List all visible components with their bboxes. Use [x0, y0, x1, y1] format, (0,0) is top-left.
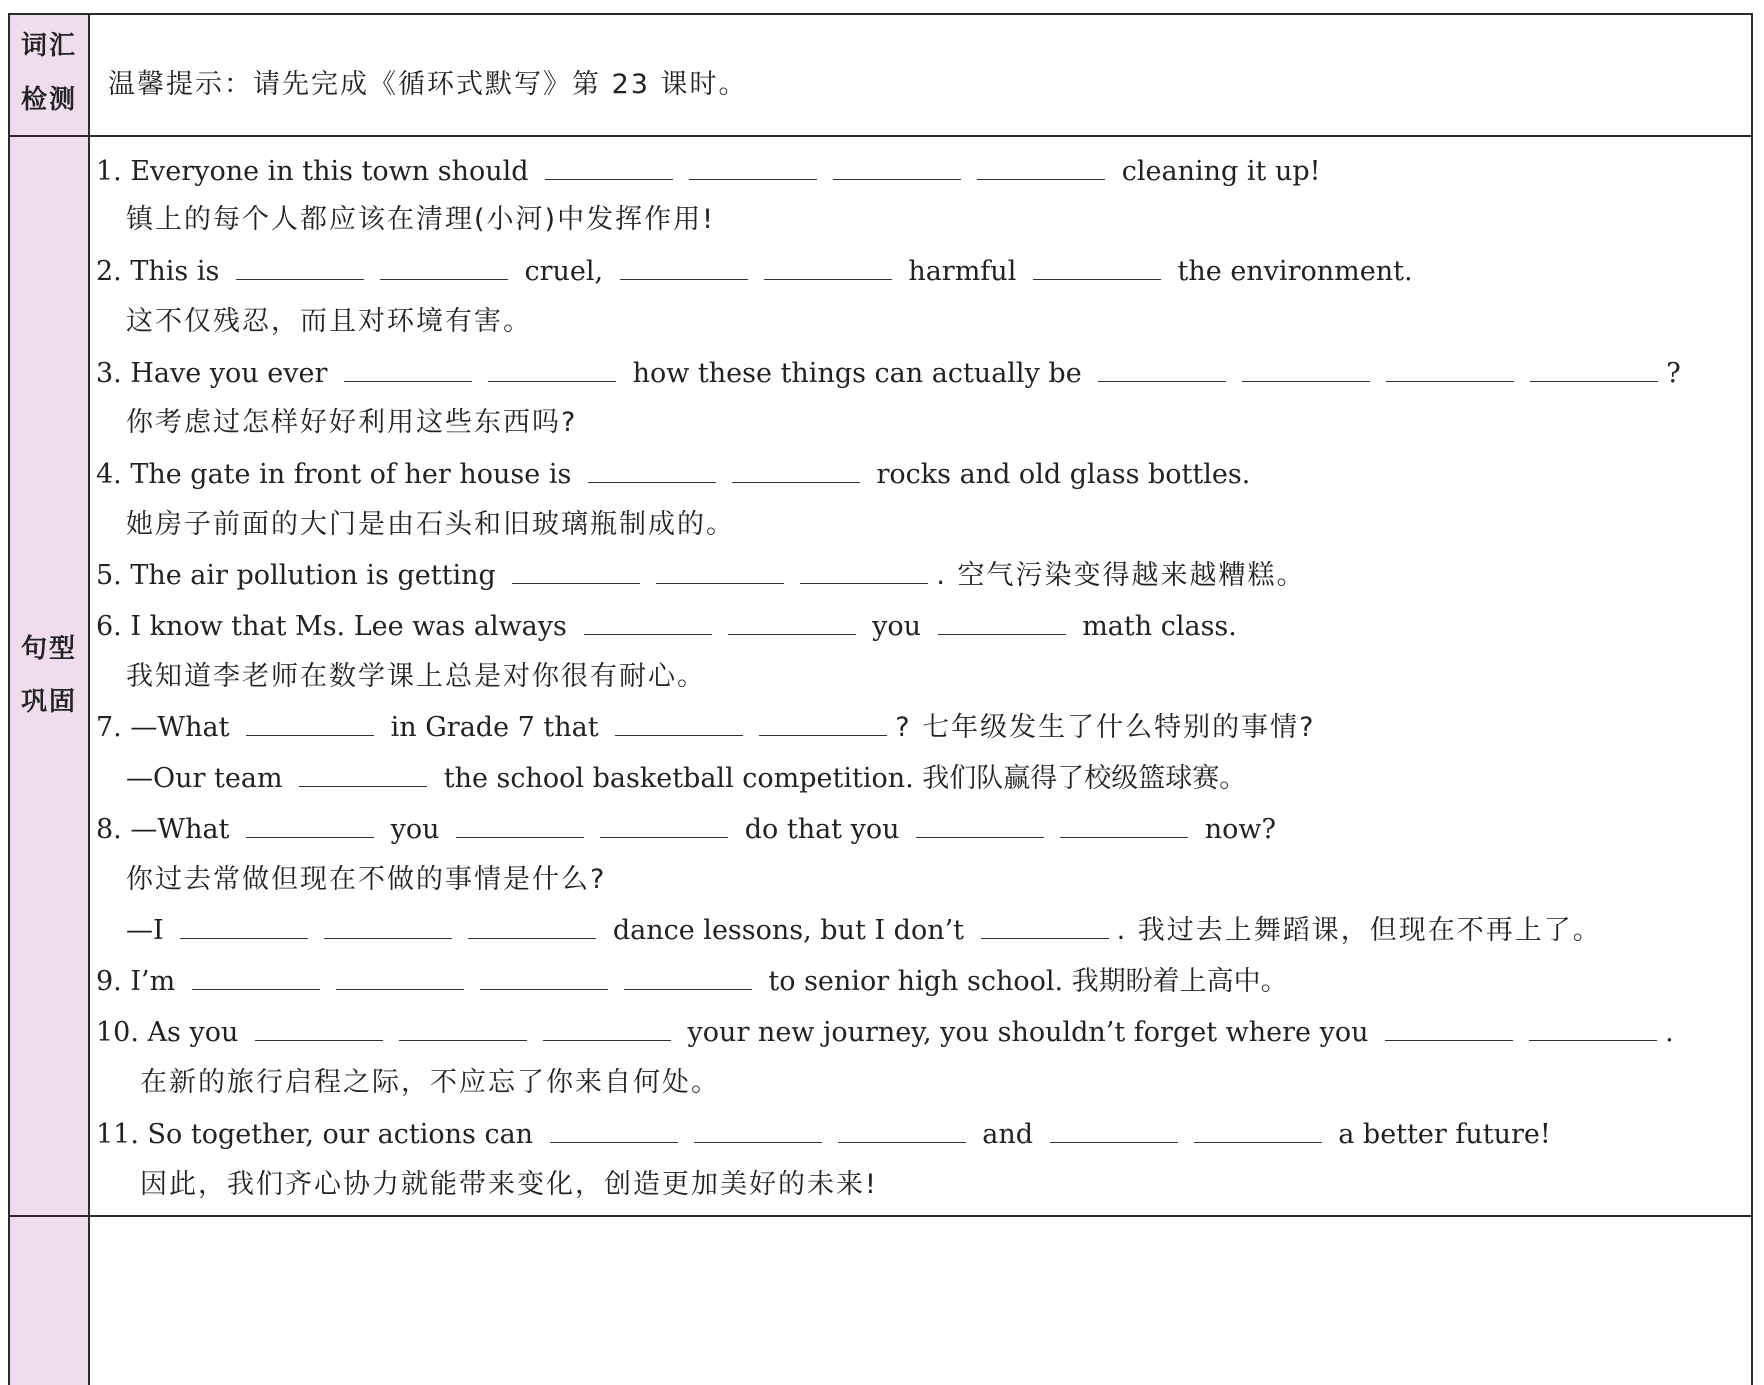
sentence-label-2: 巩固	[20, 687, 77, 717]
blank[interactable]	[833, 153, 961, 180]
blank[interactable]	[468, 912, 596, 939]
blank[interactable]	[600, 811, 728, 838]
blank[interactable]	[938, 608, 1066, 635]
blank[interactable]	[1050, 1116, 1178, 1143]
item-7-answer-line	[126, 759, 1246, 799]
item-2-text-a: 2. This is	[96, 256, 220, 287]
blank[interactable]	[545, 153, 673, 180]
item-5-text-a: 5. The air pollution is getting	[96, 560, 496, 591]
blank[interactable]	[916, 811, 1044, 838]
item-11-translation: 因此，我们齐心协力就能带来变化，创造更加美好的未来!	[140, 1169, 878, 1200]
blank[interactable]	[512, 557, 640, 584]
item-8-answer-b: dance lessons, but I don’t	[612, 915, 965, 946]
item-8-answer-a: —I	[126, 915, 164, 946]
blank[interactable]	[1060, 811, 1188, 838]
item-10-line	[96, 1013, 1674, 1053]
blank[interactable]	[584, 608, 712, 635]
item-4-text-b: rocks and old glass bottles.	[876, 459, 1251, 490]
item-7-text-a: 7. —What	[96, 712, 230, 743]
item-6-text-c: math class.	[1082, 611, 1237, 642]
blank[interactable]	[255, 1014, 383, 1041]
blank[interactable]	[1529, 1014, 1657, 1041]
blank[interactable]	[192, 963, 320, 990]
item-2-translation: 这不仅残忍，而且对环境有害。	[126, 306, 532, 337]
blank[interactable]	[236, 253, 364, 280]
blank[interactable]	[728, 608, 856, 635]
blank[interactable]	[977, 153, 1105, 180]
item-1-text-a: 1. Everyone in this town should	[96, 156, 529, 187]
item-8-text-b: you	[390, 814, 440, 845]
item-10-text-c: .	[1665, 1017, 1674, 1048]
item-9-text-b: to senior high school. 我期盼着上高中。	[768, 966, 1288, 997]
item-11-text-b: and	[982, 1119, 1034, 1150]
blank[interactable]	[324, 912, 452, 939]
blank[interactable]	[550, 1116, 678, 1143]
item-8-translation: 你过去常做但现在不做的事情是什么?	[126, 864, 607, 895]
item-7-text-b: in Grade 7 that	[390, 712, 599, 743]
blank[interactable]	[543, 1014, 671, 1041]
blank[interactable]	[1098, 355, 1226, 382]
blank[interactable]	[1386, 355, 1514, 382]
blank[interactable]	[615, 709, 743, 736]
footer-divider	[10, 1215, 1751, 1217]
blank[interactable]	[336, 963, 464, 990]
item-6-translation: 我知道李老师在数学课上总是对你很有耐心。	[126, 661, 706, 692]
hint-text: 温馨提示：请先完成《循环式默写》第 23 课时。	[108, 69, 748, 100]
item-5-text-b: . 空气污染变得越来越糟糕。	[936, 560, 1306, 591]
item-2-text-d: the environment.	[1177, 256, 1413, 287]
blank[interactable]	[1194, 1116, 1322, 1143]
item-6-text-b: you	[872, 611, 921, 642]
item-5-line	[96, 556, 1306, 596]
item-1-line	[96, 152, 1320, 192]
item-2-text-b: cruel,	[524, 256, 604, 287]
vocab-label-2: 检测	[20, 85, 77, 115]
item-3-text-b: how these things can actually be	[632, 358, 1082, 389]
item-7-line	[96, 708, 1315, 748]
blank[interactable]	[380, 253, 508, 280]
item-8-line	[96, 810, 1276, 850]
blank[interactable]	[694, 1116, 822, 1143]
blank[interactable]	[246, 709, 374, 736]
item-9-text-a: 9. I’m	[96, 966, 176, 997]
item-7-answer-b: the school basketball competition. 我们队赢得了校级篮球赛。	[443, 763, 1247, 794]
blank[interactable]	[488, 355, 616, 382]
item-10-translation: 在新的旅行启程之际，不应忘了你来自何处。	[140, 1067, 720, 1098]
header-divider	[10, 135, 1751, 137]
item-9-line	[96, 962, 1288, 1002]
item-4-translation: 她房子前面的大门是由石头和旧玻璃瓶制成的。	[126, 509, 735, 540]
item-11-line	[96, 1115, 1551, 1155]
blank[interactable]	[180, 912, 308, 939]
blank[interactable]	[1242, 355, 1370, 382]
blank[interactable]	[624, 963, 752, 990]
sentence-label-1: 句型	[20, 634, 77, 664]
item-11-text-a: 11. So together, our actions can	[96, 1119, 534, 1150]
blank[interactable]	[246, 811, 374, 838]
item-4-text-a: 4. The gate in front of her house is	[96, 459, 572, 490]
blank[interactable]	[732, 456, 860, 483]
item-4-line	[96, 455, 1250, 495]
item-7-answer-a: —Our team	[126, 763, 283, 794]
item-11-text-c: a better future!	[1338, 1119, 1551, 1150]
item-3-line	[96, 354, 1681, 394]
item-8-answer-c: . 我过去上舞蹈课，但现在不再上了。	[1116, 915, 1602, 946]
item-10-text-b: your new journey, you shouldn’t forget where you	[687, 1017, 1369, 1048]
blank[interactable]	[1530, 355, 1658, 382]
blank[interactable]	[1033, 253, 1161, 280]
item-2-text-c: harmful	[908, 256, 1017, 287]
item-8-text-d: now?	[1204, 814, 1276, 845]
item-3-translation: 你考虑过怎样好好利用这些东西吗?	[126, 407, 578, 438]
blank[interactable]	[656, 557, 784, 584]
item-3-text-a: 3. Have you ever	[96, 358, 328, 389]
item-1-text-b: cleaning it up!	[1121, 156, 1321, 187]
item-3-text-c: ?	[1666, 358, 1681, 389]
blank[interactable]	[689, 153, 817, 180]
item-6-text-a: 6. I know that Ms. Lee was always	[96, 611, 567, 642]
blank[interactable]	[588, 456, 716, 483]
item-8-answer-line	[126, 911, 1602, 951]
item-10-text-a: 10. As you	[96, 1017, 239, 1048]
item-7-text-c: ? 七年级发生了什么特别的事情?	[895, 712, 1316, 743]
blank[interactable]	[299, 760, 427, 787]
blank[interactable]	[456, 811, 584, 838]
blank[interactable]	[480, 963, 608, 990]
item-8-text-a: 8. —What	[96, 814, 230, 845]
item-6-line	[96, 607, 1237, 647]
blank[interactable]	[399, 1014, 527, 1041]
item-8-text-c: do that you	[744, 814, 900, 845]
blank[interactable]	[981, 912, 1109, 939]
blank[interactable]	[764, 253, 892, 280]
item-2-line	[96, 252, 1413, 292]
blank[interactable]	[759, 709, 887, 736]
blank[interactable]	[344, 355, 472, 382]
vocab-label-1: 词汇	[20, 31, 77, 61]
blank[interactable]	[620, 253, 748, 280]
item-1-translation: 镇上的每个人都应该在清理(小河)中发挥作用!	[126, 204, 715, 235]
blank[interactable]	[800, 557, 928, 584]
blank[interactable]	[1385, 1014, 1513, 1041]
blank[interactable]	[838, 1116, 966, 1143]
